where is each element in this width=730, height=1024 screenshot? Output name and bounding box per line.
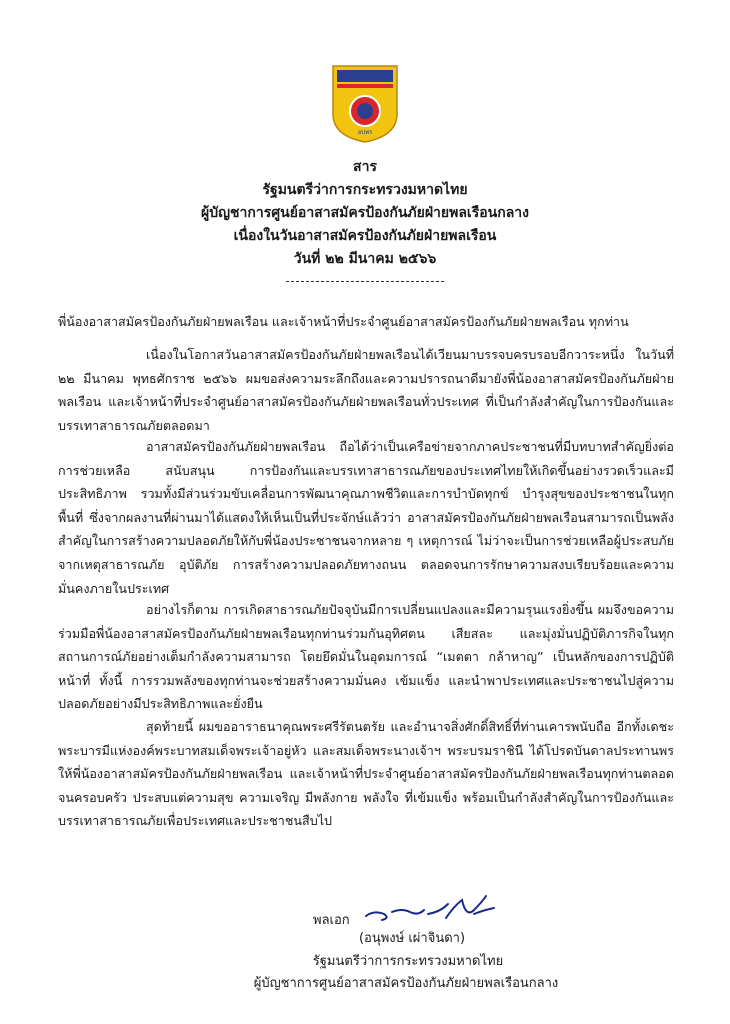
heading-divider xyxy=(286,281,444,282)
heading-line-2: ผู้บัญชาการศูนย์อาสาสมัครป้องกันภัยฝ่ายพลเรือนกลาง xyxy=(201,205,529,221)
paragraph-4: สุดท้ายนี้ ผมขออาราธนาคุณพระศรีรัตนตรัย และอำนาจสิ่งศักดิ์สิทธิ์ที่ท่านเคารพนับถือ อีกทั้งเดชะพระบารมีแห่งองค์พระบาทสมเด็จพระเจ้าอยู่หัว และสมเด็จพระนางเจ้าฯ พระบรมราชินี ได้โปรดบันดาลประทานพรให้พี่น้องอาสาสมัครป้องกันภัยฝ่ายพลเรือน และเจ้าหน้าที่ประจำศูนย์อาสาสมัครป้องกันภัยฝ่ายพลเรือนทุกท่านตลอดจนครอบครัว ประสบแต่ความสุข ความเจริญ มีพลังกาย พลังใจ ที่เข้มแข็ง พร้อมเป็นกำลังสำคัญในการป้องกันและบรรเทาสาธารณภัยเพื่อประเทศและประชาชนสืบไป xyxy=(58,719,674,829)
heading-date: วันที่ ๒๒ มีนาคม ๒๕๖๖ xyxy=(293,251,437,267)
paragraph-2: อาสาสมัครป้องกันภัยฝ่ายพลเรือน ถือได้ว่าเป็นเครือข่ายจากภาคประชาชนที่มีบทบาทสำคัญยิ่งต่อการช่วยเหลือ สนับสนุน การป้องกันและบรรเทาสาธารณภัยของประเทศไทยให้เกิดขึ้นอย่างรวดเร็วและมีประสิทธิภาพ รวมทั้งมีส่วนร่วมขับเคลื่อนการพัฒนาคุณภาพชีวิตและการบำบัดทุกข์ บำรุงสุขของประชาชนในทุกพื้นที่ ซึ่งจากผลงานที่ผ่านมาได้แสดงให้เห็นเป็นที่ประจักษ์แล้วว่า อาสาสมัครป้องกันภัยฝ่ายพลเรือนสามารถเป็นพลังสำคัญในการสร้างความปลอดภัยให้กับพี่น้องประชาชนจากหลาย ๆ เหตุการณ์ ไม่ว่าจะเป็นการช่วยเหลือผู้ประสบภัยจากเหตุสาธารณภัย อุบัติภัย การสร้างความปลอดภัยทางถนน ตลอดจนการรักษาความสงบเรียบร้อยและความมั่นคงภายในประเทศ xyxy=(58,439,674,596)
salutation: พี่น้องอาสาสมัครป้องกันภัยฝ่ายพลเรือน และเจ้าหน้าที่ประจำศูนย์อาสาสมัครป้องกันภัยฝ่ายพลเรือน ทุกท่าน xyxy=(58,314,629,329)
signatory-position-1: รัฐมนตรีว่าการกระทรวงมหาดไทย xyxy=(312,954,504,969)
paragraph-1: เนื่องในโอกาสวันอาสาสมัครป้องกันภัยฝ่ายพลเรือนได้เวียนมาบรรจบครบรอบอีกวาระหนึ่ง ในวันที่ ๒๒ มีนาคม พุทธศักราช ๒๕๖๖ ผมขอส่งความระลึกถึงและความปรารถนาดีมายังพี่น้องอาสาสมัครป้องกันภัยฝ่ายพลเรือน และเจ้าหน้าที่ประจำศูนย์อาสาสมัครป้องกันภัยฝ่ายพลเรือนทั่วประเทศ ที่เป็นกำลังสำคัญในการป้องกันและบรรเทาสาธารณภัยตลอดมา xyxy=(58,347,674,433)
civil-defence-emblem-icon xyxy=(331,64,399,144)
signatory-rank: พลเอก xyxy=(313,913,350,928)
paragraph-3: อย่างไรก็ตาม การเกิดสาธารณภัยปัจจุบันมีการเปลี่ยนแปลงและมีความรุนแรงยิ่งขึ้น ผมจึงขอความร่วมมือพี่น้องอาสาสมัครป้องกันภัยฝ่ายพลเรือนทุกท่านร่วมกันอุทิศตน เสียสละ และมุ่งมั่นปฏิบัติภารกิจในทุกสถานการณ์ภัยอย่างเต็มกำลังความสามารถ โดยยึดมั่นในอุดมการณ์ “เมตตา กล้าหาญ” เป็นหลักของการปฏิบัติหน้าที่ ทั้งนี้ การรวมพลังของทุกท่านจะช่วยสร้างความมั่นคง เข้มแข็ง และนำพาประเทศและประชาชนไปสู่ความปลอดภัยอย่างมีประสิทธิภาพและยั่งยืน xyxy=(58,602,674,712)
document-title: สาร xyxy=(353,159,377,175)
handwritten-signature xyxy=(362,888,502,928)
signatory-name: (อนุพงษ์ เผ่าจินดา) xyxy=(358,931,466,946)
emblem-text: อปพร xyxy=(357,129,373,136)
heading-line-1: รัฐมนตรีว่าการกระทรวงมหาดไทย xyxy=(262,182,468,198)
heading-line-3: เนื่องในวันอาสาสมัครป้องกันภัยฝ่ายพลเรือน xyxy=(233,228,497,244)
signatory-position-2: ผู้บัญชาการศูนย์อาสาสมัครป้องกันภัยฝ่ายพลเรือนกลาง xyxy=(253,976,559,991)
